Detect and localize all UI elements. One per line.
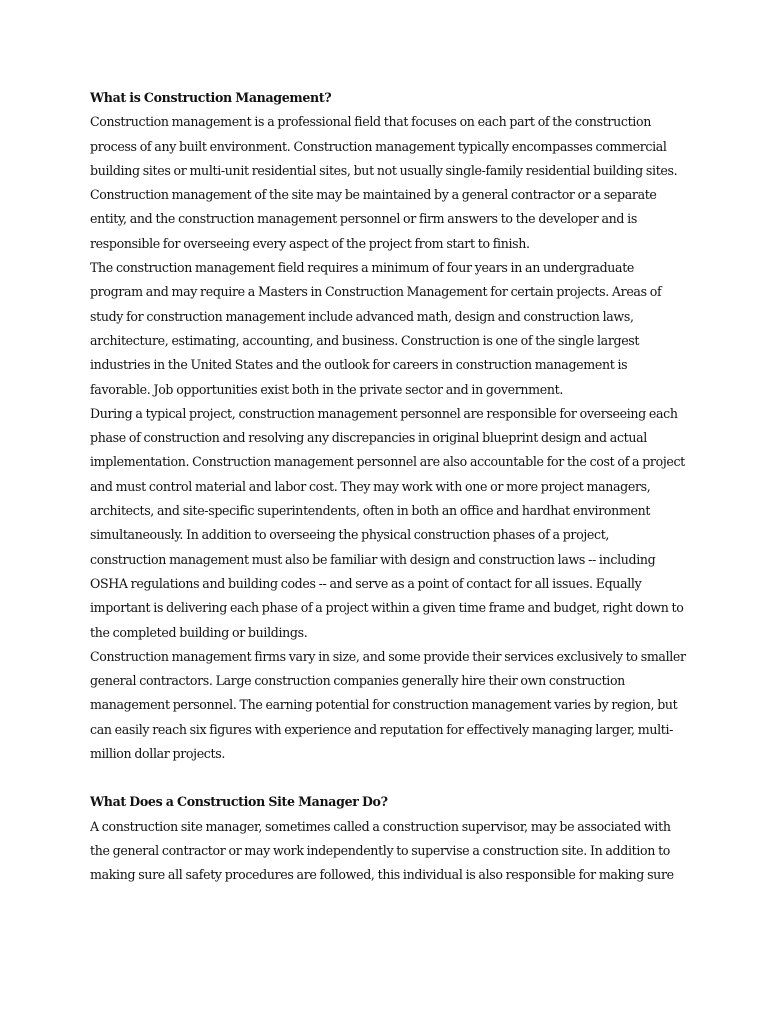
paragraph: A construction site manager, sometimes called a construction supervisor, may be associated with the general contractor or may work independently to supervise a construction site. In addition to making sure all safety procedures are followed, this individual is also responsible for making sure — [90, 818, 674, 883]
paragraph: During a typical project, construction management personnel are responsible for overseeing each phase of construction and resolving any discrepancies in original blueprint design and actual implementation. Construction management personnel are also accountable for the cost of a project and must control material and labor cost. They may work with one or more project managers, architects, and site-specific superintendents, often in both an office and hardhat environment simultaneously. In addition to overseeing the physical construction phases of a project, construction management must also be familiar with design and construction laws -- including OSHA regulations and building codes -- and serve as a point of contact for all issues. Equally important is delivering each phase of a project within a given time frame and budget, right down to the completed building or buildings. — [90, 405, 685, 640]
paragraph: Construction management is a professional field that focuses on each part of the construction process of any built environment. Construction management typically encompasses commercial building sites or multi-unit residential sites, but not usually single-family residential building sites. Construction management of the site may be maintained by a general contractor or a separate entity, and the construction management personnel or firm answers to the developer and is responsible for overseeing every aspect of the project from start to finish. — [90, 114, 678, 251]
section-spacer — [90, 766, 686, 790]
paragraph: The construction management field requires a minimum of four years in an undergraduate program and may require a Masters in Construction Management for certain projects. Areas of study for construction management include advanced math, design and construction laws, architecture, estimating, accounting, and business. Construction is one of the single largest industries in the United States and the outlook for careers in construction management is favorable. Job opportunities exist both in the private sector and in government. — [90, 260, 662, 397]
document-page — [90, 86, 686, 888]
section-heading: What is Construction Management? — [90, 90, 332, 105]
section-heading: What Does a Construction Site Manager Do? — [90, 794, 388, 810]
paragraph: Construction management firms vary in size, and some provide their services exclusively to smaller general contractors. Large construction companies generally hire their own construction management personnel. The earning potential for construction management varies by region, but can easily reach six figures with experience and reputation for effectively managing larger, multi-million dollar projects. — [90, 648, 686, 762]
